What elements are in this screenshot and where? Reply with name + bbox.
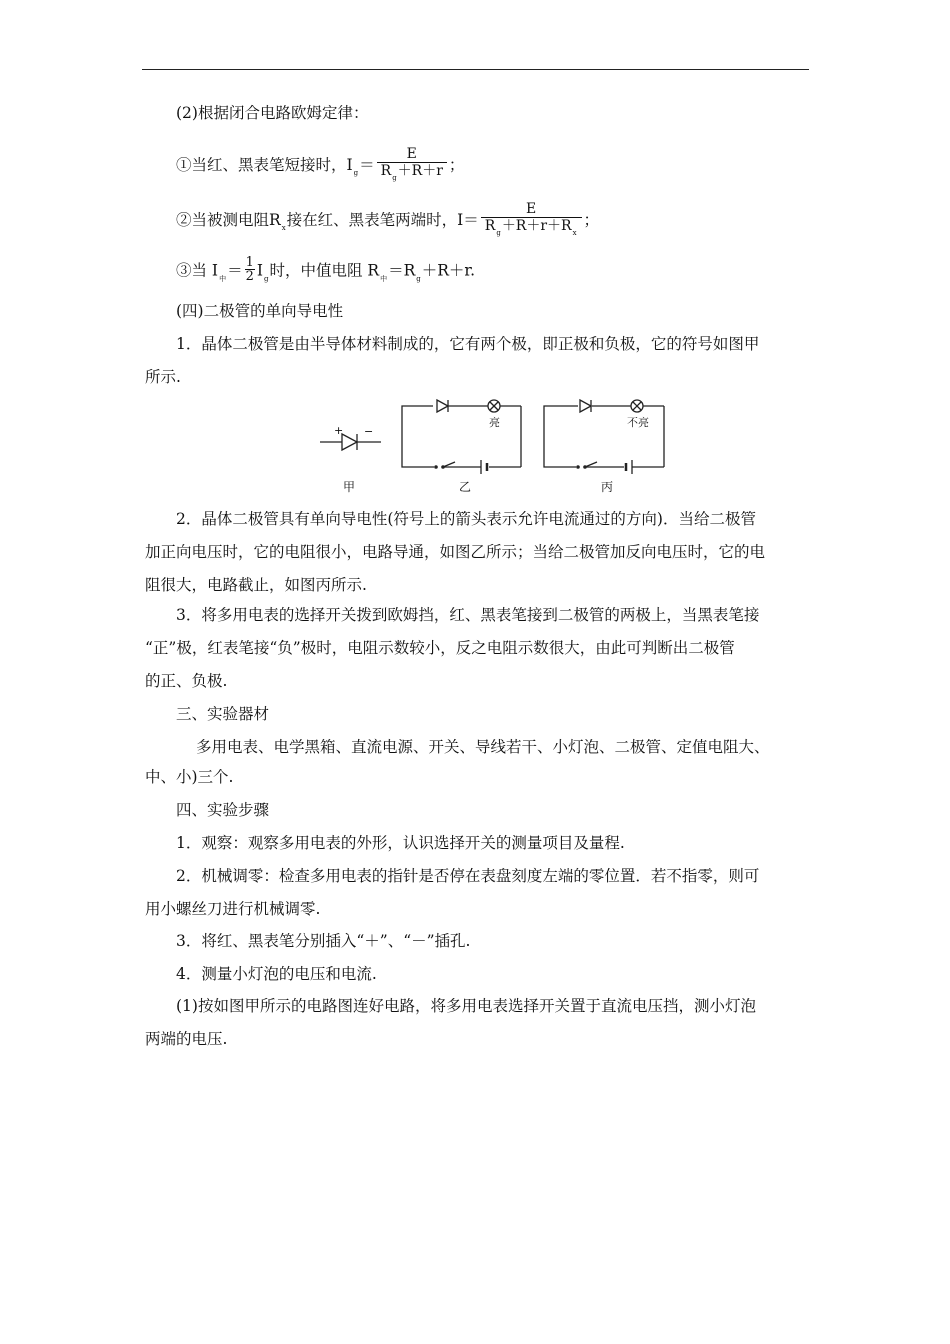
- formula1-den-a-sub: g: [392, 174, 397, 182]
- diode-plus-label: +: [334, 424, 344, 437]
- step-1: 1．观察：观察多用电表的外形，认识选择开关的测量项目及量程.: [176, 834, 625, 852]
- figure-jia-label: 甲: [343, 480, 356, 494]
- formula2-prefix: ②当被测电阻: [176, 211, 270, 229]
- section-diode-heading: (四)二极管的单向导电性: [176, 302, 344, 320]
- circuit-bing-wire: [544, 406, 578, 467]
- paragraph-3-line-1: 3．将多用电表的选择开关拨到欧姆挡，红、黑表笔接到二极管的两极上，当黑表笔接: [176, 606, 760, 624]
- paragraph-2-line-3: 阻很大，电路截止，如图丙所示.: [145, 576, 367, 594]
- formula1-lhs: I: [346, 156, 353, 174]
- formula2-den-a: R: [484, 218, 496, 234]
- step-4: 4．测量小灯泡的电压和电流.: [176, 965, 377, 983]
- formula2-rx-sub: x: [281, 224, 286, 232]
- step-4a-line-1: (1)按如图甲所示的电路图连好电路，将多用电表选择开关置于直流电压挡，测小灯泡: [176, 997, 756, 1015]
- paragraph-1-line-2: 所示.: [145, 368, 181, 386]
- formula3-rg-sub: g: [416, 274, 421, 283]
- formula3-r-sub: 中: [380, 274, 388, 283]
- lamp-off-label: 不亮: [627, 416, 649, 429]
- formula2-denominator: [481, 217, 582, 237]
- diode-minus-label: −: [364, 425, 374, 438]
- formula2-mid: 接在红、黑表笔两端时，: [286, 211, 458, 229]
- paragraph-3-line-3: 的正、负极.: [145, 672, 228, 690]
- lamp-on-label: 亮: [489, 416, 500, 429]
- section-steps-heading: 四、实验步骤: [176, 801, 270, 819]
- formula3-tail: ＋R＋r.: [421, 261, 476, 280]
- formula1-numerator: E: [406, 146, 417, 162]
- diode-circuit-figure: [310, 394, 680, 500]
- formula1-den-b: ＋R＋r: [397, 163, 443, 179]
- diode-jia-triangle: [342, 434, 357, 450]
- step-2-line-2: 用小螺丝刀进行机械调零.: [145, 900, 321, 918]
- step-3: 3．将红、黑表笔分别插入“＋”、“－”插孔.: [176, 932, 471, 950]
- formula3-eq1: ＝: [227, 261, 243, 280]
- formula3-mid: 时，中值电阻 R: [269, 261, 380, 280]
- formula3-prefix: ③当 I: [176, 261, 219, 280]
- paragraph-1-line-1: 1．晶体二极管是由半导体材料制成的，它有两个极，即正极和负极，它的符号如图甲: [176, 335, 760, 353]
- formula2-suffix: ；: [583, 211, 600, 229]
- circuit-bing-diode-triangle: [580, 400, 591, 412]
- formula3-eq2: ＝R: [388, 261, 416, 280]
- formula1-eq: ＝: [359, 156, 375, 174]
- paragraph-2-line-2: 加正向电压时，它的电阻很小，电路导通，如图乙所示；当给二极管加反向电压时，它的电: [145, 543, 766, 561]
- formula-measured-resistor: [176, 203, 810, 239]
- formula2-rx: R: [269, 211, 281, 229]
- circuit-yi-switch: [443, 462, 455, 467]
- formula-intro: (2)根据闭合电路欧姆定律：: [176, 104, 369, 122]
- formula1-lhs-sub: g: [353, 169, 359, 177]
- formula2-fraction: [481, 201, 582, 237]
- formula1-den-a: R: [380, 163, 392, 179]
- figure-yi-label: 乙: [459, 480, 472, 494]
- formula1-denominator: [377, 162, 447, 182]
- formula-median-resistance: [176, 255, 810, 285]
- section-equipment-heading: 三、实验器材: [176, 705, 270, 723]
- formula2-den-b: ＋R＋r＋R: [501, 218, 572, 234]
- formula3-frac-den: 2: [245, 269, 254, 284]
- formula2-lhs: I＝: [457, 211, 479, 229]
- formula3-half-fraction: [245, 256, 255, 283]
- formula1-fraction: [377, 146, 447, 182]
- circuit-yi-wire: [402, 406, 434, 467]
- formula2-den-a-sub: g: [496, 229, 501, 237]
- formula3-frac-num: 1: [245, 255, 254, 270]
- step-4a-line-2: 两端的电压.: [145, 1030, 228, 1048]
- equipment-line-1: 多用电表、电学黑箱、直流电源、开关、导线若干、小灯泡、二极管、定值电阻大、: [196, 738, 770, 756]
- paragraph-3-line-2: “正”极，红表笔接“负”极时，电阻示数较小，反之电阻示数很大，由此可判断出二极管: [145, 639, 735, 657]
- circuit-yi-diode-triangle: [437, 400, 448, 412]
- formula1-prefix: ①当红、黑表笔短接时，: [176, 156, 347, 174]
- formula1-suffix: ；: [448, 156, 465, 174]
- circuit-bing-switch: [585, 462, 597, 467]
- formula3-i-sub: 中: [219, 274, 227, 283]
- formula-short-circuit: [176, 148, 810, 184]
- formula3-ig-sub: g: [263, 274, 269, 283]
- step-2-line-1: 2．机械调零：检查多用电表的指针是否停在表盘刻度左端的零位置．若不指零，则可: [176, 867, 760, 885]
- formula3-ig: I: [256, 261, 263, 280]
- paragraph-2-line-1: 2．晶体二极管具有单向导电性(符号上的箭头表示允许电流通过的方向)．当给二极管: [176, 510, 756, 528]
- formula2-den-b-sub: x: [572, 229, 577, 237]
- figure-bing-label: 丙: [601, 480, 614, 494]
- formula2-numerator: E: [526, 201, 537, 217]
- header-rule: [142, 69, 809, 70]
- equipment-line-2: 中、小)三个.: [145, 768, 234, 786]
